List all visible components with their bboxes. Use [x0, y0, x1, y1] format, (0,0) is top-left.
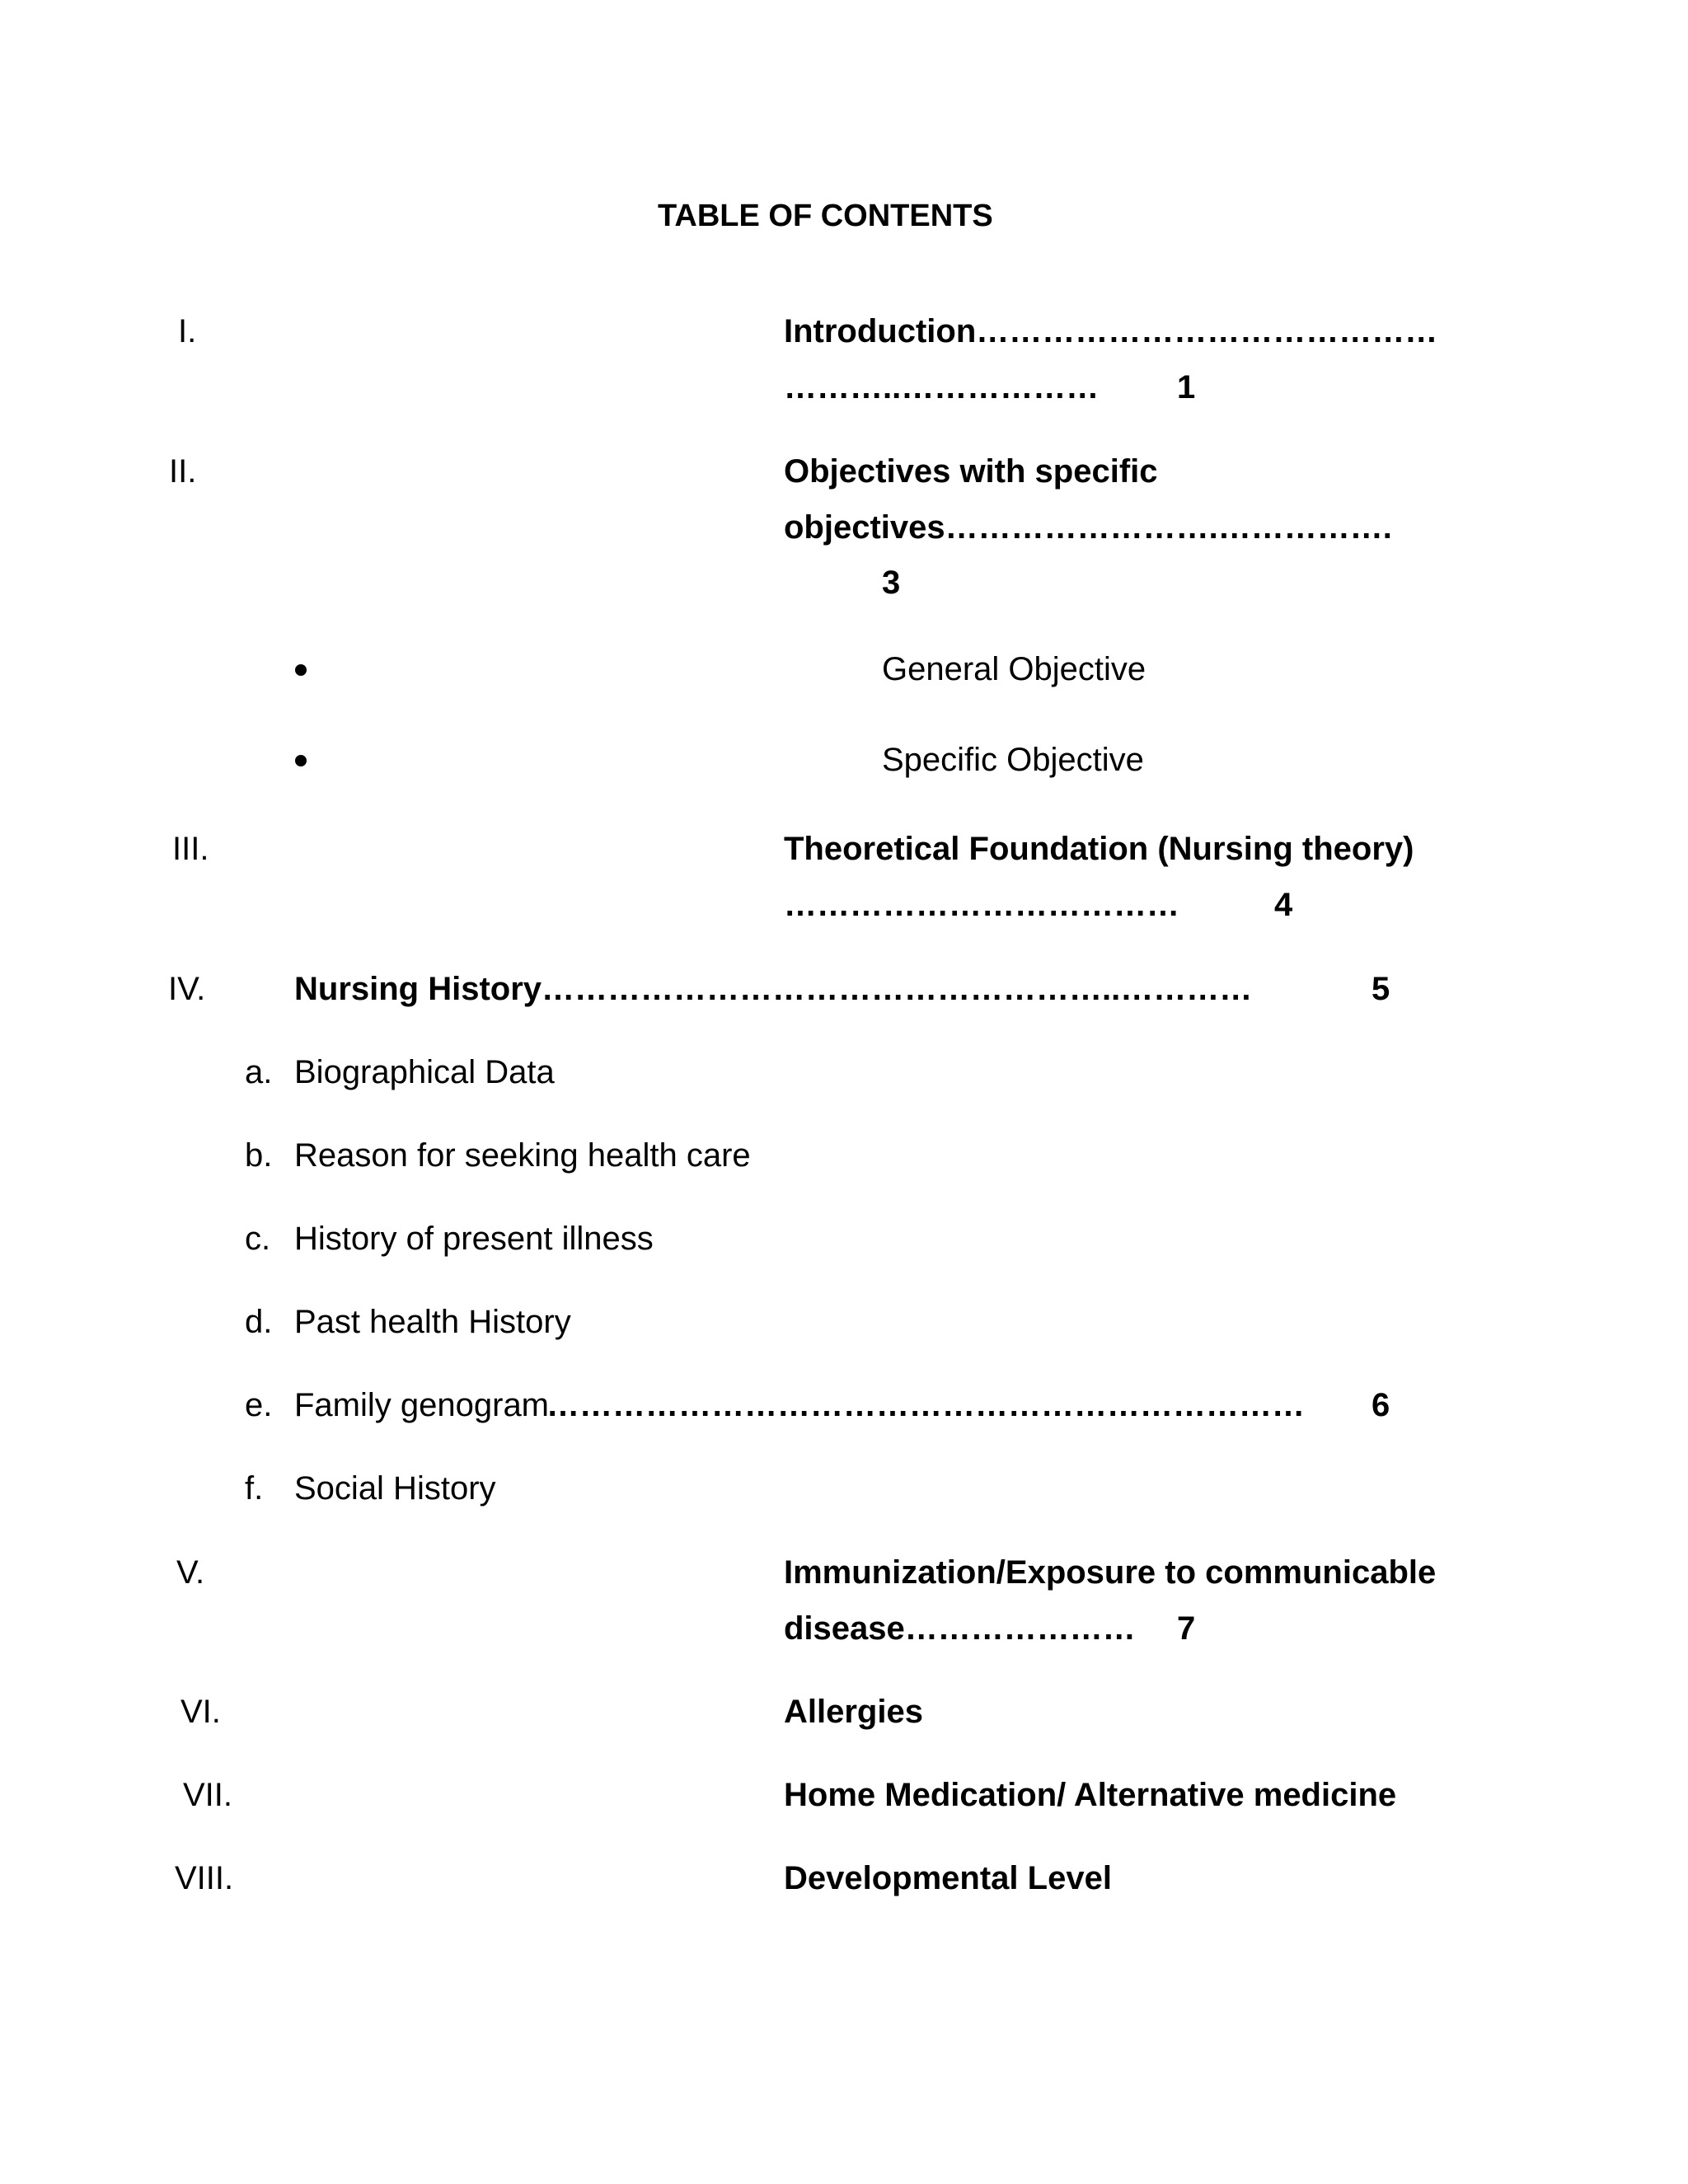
toc-page-nursing-history: 5: [1372, 971, 1390, 1007]
toc-sub-letter-e: e.: [245, 1387, 273, 1423]
toc-subentry-past-health-history[interactable]: Past health History: [294, 1304, 571, 1340]
toc-subentry-biographical-data[interactable]: Biographical Data: [294, 1054, 555, 1090]
toc-page-theoretical-foundation: 4: [1274, 887, 1293, 923]
toc-sub-letter-a: a.: [245, 1054, 273, 1090]
toc-entry-theoretical-foundation[interactable]: Theoretical Foundation (Nursing theory): [784, 831, 1414, 867]
toc-sub-letter-f: f.: [245, 1470, 264, 1507]
toc-page-family-genogram: 6: [1372, 1387, 1390, 1423]
toc-page-introduction: 1: [1177, 369, 1196, 405]
toc-subentry-general-objective[interactable]: General Objective: [882, 651, 1146, 687]
toc-subentry-family-genogram-leader: ……………………………………………………………: [546, 1387, 1305, 1423]
toc-numeral-viii: VIII.: [175, 1860, 234, 1896]
toc-subentry-social-history[interactable]: Social History: [294, 1470, 496, 1507]
toc-entry-objectives-leader: objectives…………………….…………….: [784, 509, 1392, 546]
toc-numeral-v: V.: [176, 1554, 205, 1591]
toc-subentry-specific-objective[interactable]: Specific Objective: [882, 742, 1144, 778]
toc-page-immunization: 7: [1177, 1610, 1196, 1647]
toc-entry-immunization[interactable]: Immunization/Exposure to communicable: [784, 1554, 1437, 1591]
toc-sub-letter-d: d.: [245, 1304, 273, 1340]
toc-numeral-iv: IV.: [168, 971, 206, 1007]
toc-subentry-reason-for-seeking-health-care[interactable]: Reason for seeking health care: [294, 1137, 751, 1174]
toc-entry-theoretical-foundation-leader: ………………………………: [784, 887, 1179, 923]
toc-entry-objectives[interactable]: Objectives with specific: [784, 453, 1158, 490]
toc-numeral-i: I.: [178, 313, 197, 349]
toc-page-objectives: 3: [882, 565, 901, 601]
toc-numeral-ii: II.: [169, 453, 197, 490]
toc-entry-introduction[interactable]: Introduction……………………………………: [784, 313, 1438, 349]
toc-subentry-history-of-present-illness[interactable]: History of present illness: [294, 1221, 654, 1257]
toc-entry-immunization-leader: disease…………………: [784, 1610, 1136, 1647]
toc-numeral-iii: III.: [172, 831, 209, 867]
toc-entry-home-medication[interactable]: Home Medication/ Alternative medicine: [784, 1777, 1397, 1813]
page-title: TABLE OF CONTENTS: [658, 199, 993, 233]
toc-numeral-vii: VII.: [183, 1777, 233, 1813]
toc-subentry-family-genogram[interactable]: Family genogram: [294, 1387, 550, 1423]
toc-entry-nursing-history[interactable]: Nursing History……………………………………………..…………: [294, 971, 1253, 1007]
toc-entry-developmental-level[interactable]: Developmental Level: [784, 1860, 1112, 1896]
toc-sub-letter-b: b.: [245, 1137, 273, 1174]
toc-numeral-vi: VI.: [181, 1694, 221, 1730]
toc-entry-allergies[interactable]: Allergies: [784, 1694, 923, 1730]
toc-sub-letter-c: c.: [245, 1221, 271, 1257]
toc-entry-introduction-leader: ………..………………: [784, 369, 1100, 405]
bullet-icon: [295, 664, 307, 676]
bullet-icon: [295, 755, 307, 766]
